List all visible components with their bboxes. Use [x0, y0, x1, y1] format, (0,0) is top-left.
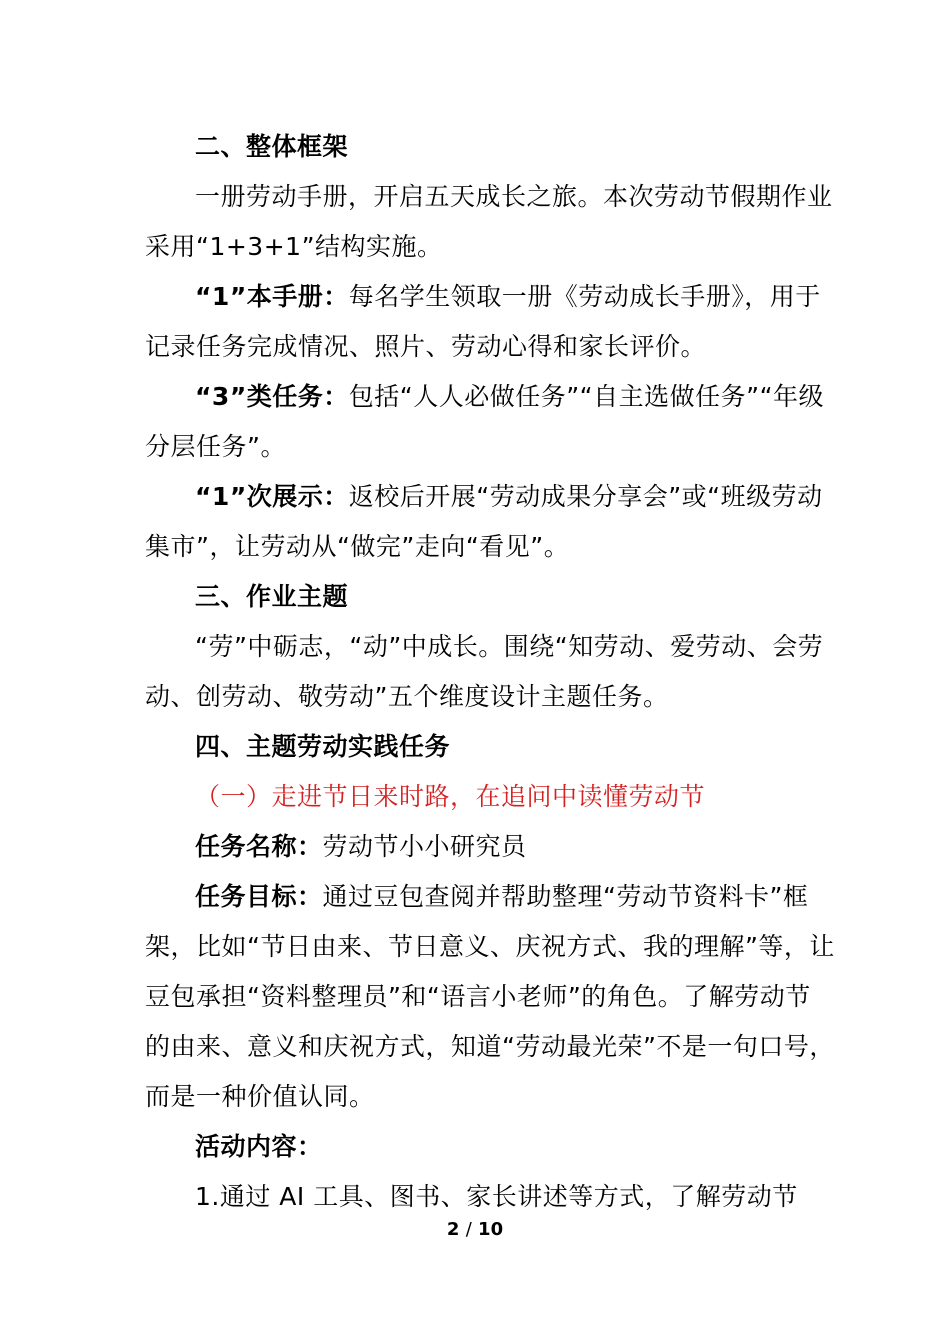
task-name-label: 任务名称：: [195, 832, 323, 861]
subsection-title: （一）走进节日来时路，在追问中读懂劳动节: [195, 782, 706, 811]
tasks-text: 包括“人人必做任务”“自主选做任务”“年级分层任务”。: [145, 382, 825, 461]
framework-heading: 二、整体框架: [195, 132, 349, 161]
activity-label: 活动内容：: [195, 1132, 323, 1161]
practice-heading: 四、主题劳动实践任务: [195, 732, 451, 761]
theme-heading: 三、作业主题: [195, 582, 349, 611]
page-number: 2: [446, 1219, 460, 1240]
framework-intro: 一册劳动手册，开启五天成长之旅。本次劳动节假期作业采用“1+3+1”结构实施。: [145, 182, 833, 261]
task-name-paragraph: [145, 822, 835, 872]
document-body: [145, 122, 835, 1222]
task-goal-label: 任务目标：: [195, 882, 323, 911]
handbook-paragraph: [145, 272, 835, 372]
task-goal-paragraph: [145, 872, 835, 1122]
handbook-text: 每名学生领取一册《劳动成长手册》，用于记录任务完成情况、照片、劳动心得和家长评价。: [145, 282, 821, 361]
tasks-label: “3”类任务：: [195, 382, 349, 411]
show-label: “1”次展示：: [195, 482, 349, 511]
theme-text: “劳”中砺志，“动”中成长。围绕“知劳动、爱劳动、会劳动、创劳动、敬劳动”五个维度设计主题任务。: [145, 632, 824, 711]
task-name-text: 劳动节小小研究员: [322, 832, 527, 861]
page-total: 10: [478, 1219, 504, 1240]
show-paragraph: [145, 472, 835, 572]
handbook-label: “1”本手册：: [195, 282, 349, 311]
activity-item-1: 1.通过 AI 工具、图书、家长讲述等方式，了解劳动节: [195, 1182, 798, 1211]
page-footer: [0, 1219, 950, 1240]
page-separator: /: [465, 1219, 472, 1240]
show-text: 返校后开展“劳动成果分享会”或“班级劳动集市”，让劳动从“做完”走向“看见”。: [145, 482, 823, 561]
tasks-paragraph: [145, 372, 835, 472]
task-goal-text: 通过豆包查阅并帮助整理“劳动节资料卡”框架，比如“节日由来、节日意义、庆祝方式、我的理解”等，让豆包承担“资料整理员”和“语言小老师”的角色。了解劳动节的由来、意义和庆祝方式，知道“劳动最光荣”不是一句口号，而是一种价值认同。: [145, 882, 835, 1111]
